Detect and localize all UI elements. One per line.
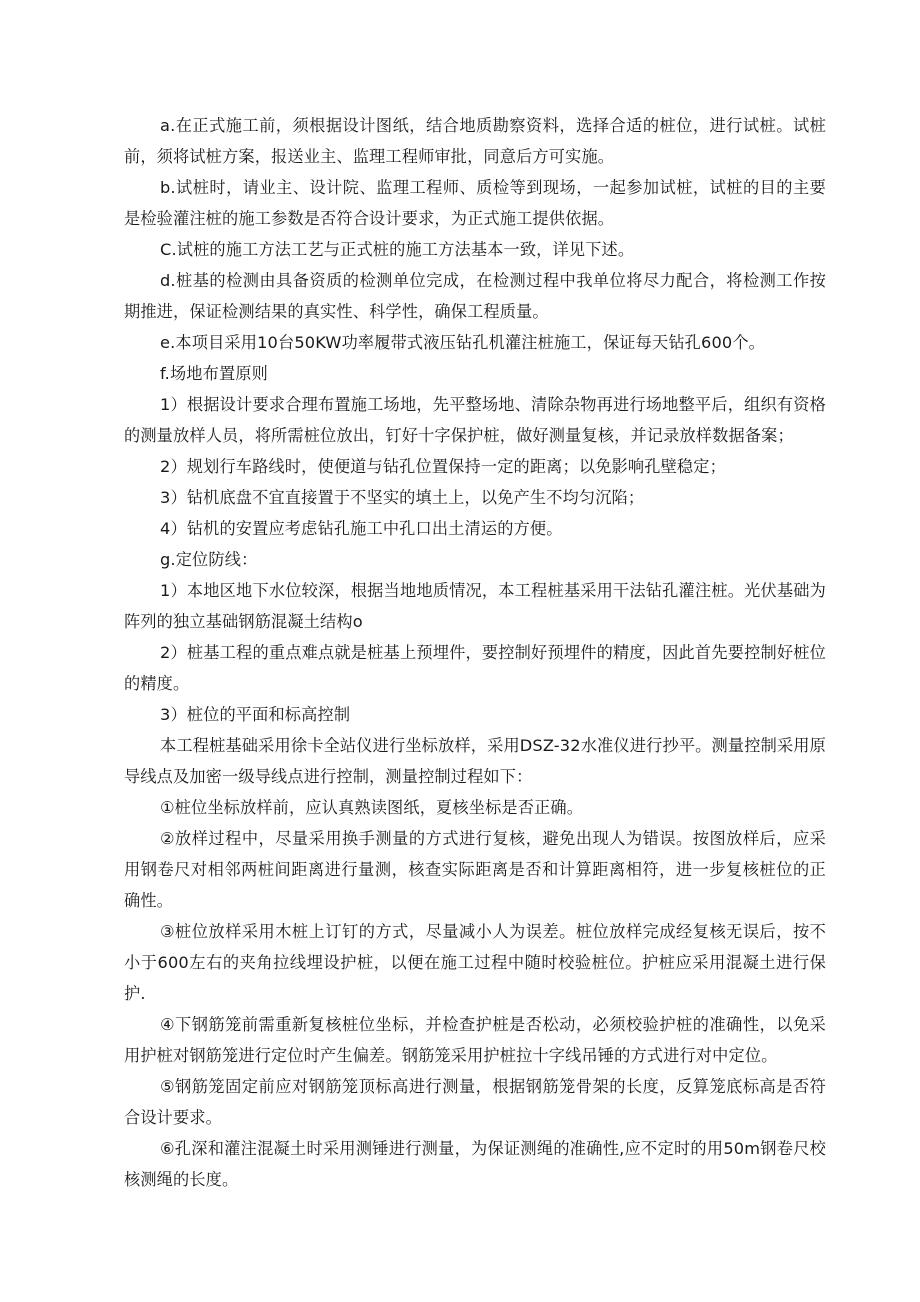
paragraph-survey-control: 本工程桩基础采用徐卡全站仪进行坐标放样，采用DSZ-32水准仪进行抄平。测量控制采用原导线点及加密一级导线点进行控制，测量控制过程如下： [124, 736, 826, 786]
list-item: 1）根据设计要求合理布置施工场地，先平整场地、清除杂物再进行场地整平后，组织有资格的测量放样人员，将所需桩位放出，钉好十字保护桩，做好测量复核，并记录放样数据备案； [124, 395, 826, 445]
list-item: 2）规划行车路线时，使便道与钻孔位置保持一定的距离；以免影响孔壁稳定； [160, 457, 726, 476]
section-heading-g: g.定位防线： [160, 550, 258, 569]
numbered-item: ④下钢筋笼前需重新复核桩位坐标，并检查护桩是否松动，必须校验护桩的准确性，以免采用护桩对钢筋笼进行定位时产生偏差。钢筋笼采用护桩拉十字线吊锤的方式进行对中定位。 [124, 1015, 826, 1065]
paragraph-a: a.在正式施工前，须根据设计图纸，结合地质勘察资料，选择合适的桩位，进行试桩。试桩前，须将试桩方案，报送业主、监理工程师审批，同意后方可实施。 [124, 116, 826, 166]
paragraph-e: e.本项目采用10台50KW功率履带式液压钻孔机灌注桩施工，保证每天钻孔600个。 [160, 333, 766, 352]
list-item: 2）桩基工程的重点难点就是桩基上预埋件，要控制好预埋件的精度，因此首先要控制好桩位的精度。 [124, 643, 826, 693]
list-item: 1）本地区地下水位较深，根据当地地质情况，本工程桩基采用干法钻孔灌注桩。光伏基础为阵列的独立基础钢筋混凝土结构o [124, 581, 826, 631]
paragraph-d: d.桩基的检测由具备资质的检测单位完成，在检测过程中我单位将尽力配合，将检测工作按期推进，保证检测结果的真实性、科学性，确保工程质量。 [124, 271, 826, 321]
document-body [124, 110, 826, 1195]
paragraph-b: b.试桩时，请业主、设计院、监理工程师、质检等到现场，一起参加试桩，试桩的目的主要是检验灌注桩的施工参数是否符合设计要求，为正式施工提供依据。 [124, 178, 826, 228]
numbered-item: ⑤钢筋笼固定前应对钢筋笼顶标高进行测量，根据钢筋笼骨架的长度，反算笼底标高是否符合设计要求。 [124, 1077, 826, 1127]
list-item: 3）桩位的平面和标高控制 [160, 705, 351, 724]
numbered-item: ②放样过程中，尽量采用换手测量的方式进行复核，避免出现人为错误。按图放样后，应采用钢卷尺对相邻两桩间距离进行量测，核查实际距离是否和计算距离相符，进一步复核桩位的正确性。 [124, 829, 826, 910]
paragraph-c: C.试桩的施工方法工艺与正式桩的施工方法基本一致，详见下述。 [160, 240, 635, 259]
numbered-item: ③桩位放样采用木桩上订钉的方式，尽量减小人为误差。桩位放样完成经复核无误后，按不小于600左右的夹角拉线埋设护桩，以便在施工过程中随时校验桩位。护桩应采用混凝土进行保护. [124, 922, 826, 1003]
list-item: 3）钻机底盘不宜直接置于不坚实的填土上，以免产生不均匀沉陷； [160, 488, 645, 507]
list-item: 4）钻机的安置应考虑钻孔施工中孔口出土清运的方便。 [160, 519, 563, 538]
numbered-item: ①桩位坐标放样前，应认真熟读图纸，夏核坐标是否正确。 [160, 798, 584, 817]
numbered-item: ⑥孔深和灌注混凝土时采用测锤进行测量，为保证测绳的准确性,应不定时的用50m钢卷尺校核测绳的长度。 [124, 1139, 826, 1189]
section-heading-f: f.场地布置原则 [160, 364, 268, 383]
